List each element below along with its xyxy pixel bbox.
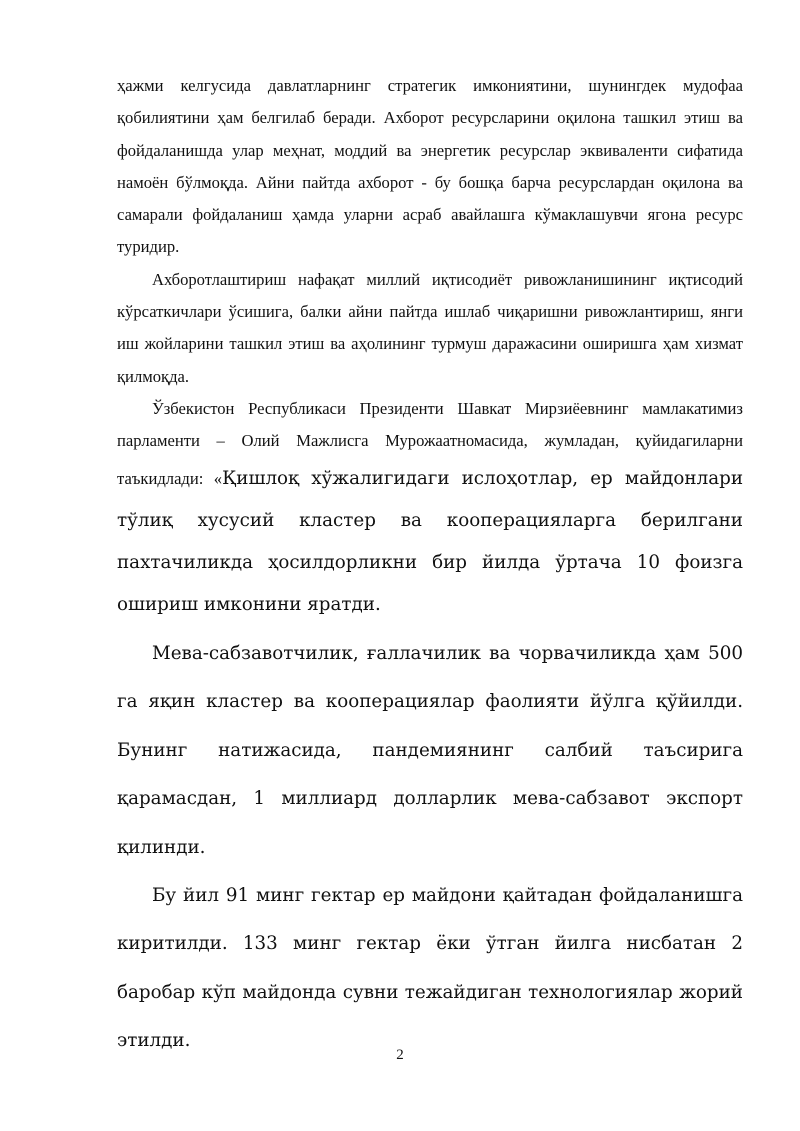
page-number: 2 [396,1047,404,1063]
body-text-small [117,70,743,626]
body-text-large [117,630,743,1066]
paragraph-3-intro: Ўзбекистон Республикаси Президенти Шавкат Мирзиёевнинг мамлакатимиз парламенти – Олий Мажлисга Мурожаатномасида, жумладан, қуйидагиларни таъкидлади: « [117,398,743,488]
paragraph-3 [117,393,743,626]
paragraph-1: ҳажми келгусида давлатларнинг стратегик имкониятини, шунингдек мудофаа қобилиятини ҳам белгилаб беради. Ахборот ресурсларини оқилона ташкил этиш ва фойдаланишда улар меҳнат, моддий ва энергетик ресурслар эквиваленти сифатида намоён бўлмоқда. Айни пайтда ахборот - бу бошқа барча ресурслардан оқилона ва самарали фойдаланиш ҳамда уларни асраб авайлашга кўмаклашувчи ягона ресурс туридир. [117,76,743,257]
paragraph-2: Ахборотлаштириш нафақат миллий иқтисодиёт ривожланишининг иқтисодий кўрсаткичлари ўсишига, балки айни пайтда ишлаб чиқаришни ривожлантириш, янги иш жойларини ташкил этиш ва аҳолининг турмуш даражасини оширишга ҳам хизмат қилмоқда. [117,269,743,386]
paragraph-3-quote: Қишлоқ хўжалигидаги ислоҳотлар, ер майдонлари тўлиқ хусусий кластер ва кооперацияларга берилгани пахтачиликда ҳосилдорликни бир йилда ўртача 10 фоизга ошириш имконини яратди. [117,467,743,615]
paragraph-4: Мева-сабзавотчилик, ғаллачилик ва чорвачиликда ҳам 500 га яқин кластер ва кооперациялар фаолияти йўлга қўйилди. Бунинг натижасида, пандемиянинг салбий таъсирига қарамасдан, 1 миллиард долларлик мева-сабзавот экспорт қилинди. [117,643,743,858]
paragraph-5: Бу йил 91 минг гектар ер майдони қайтадан фойдаланишга киритилди. 133 минг гектар ёки ўтган йилга нисбатан 2 баробар кўп майдонда сувни тежайдиган технологиялар жорий этилди. [117,885,743,1052]
